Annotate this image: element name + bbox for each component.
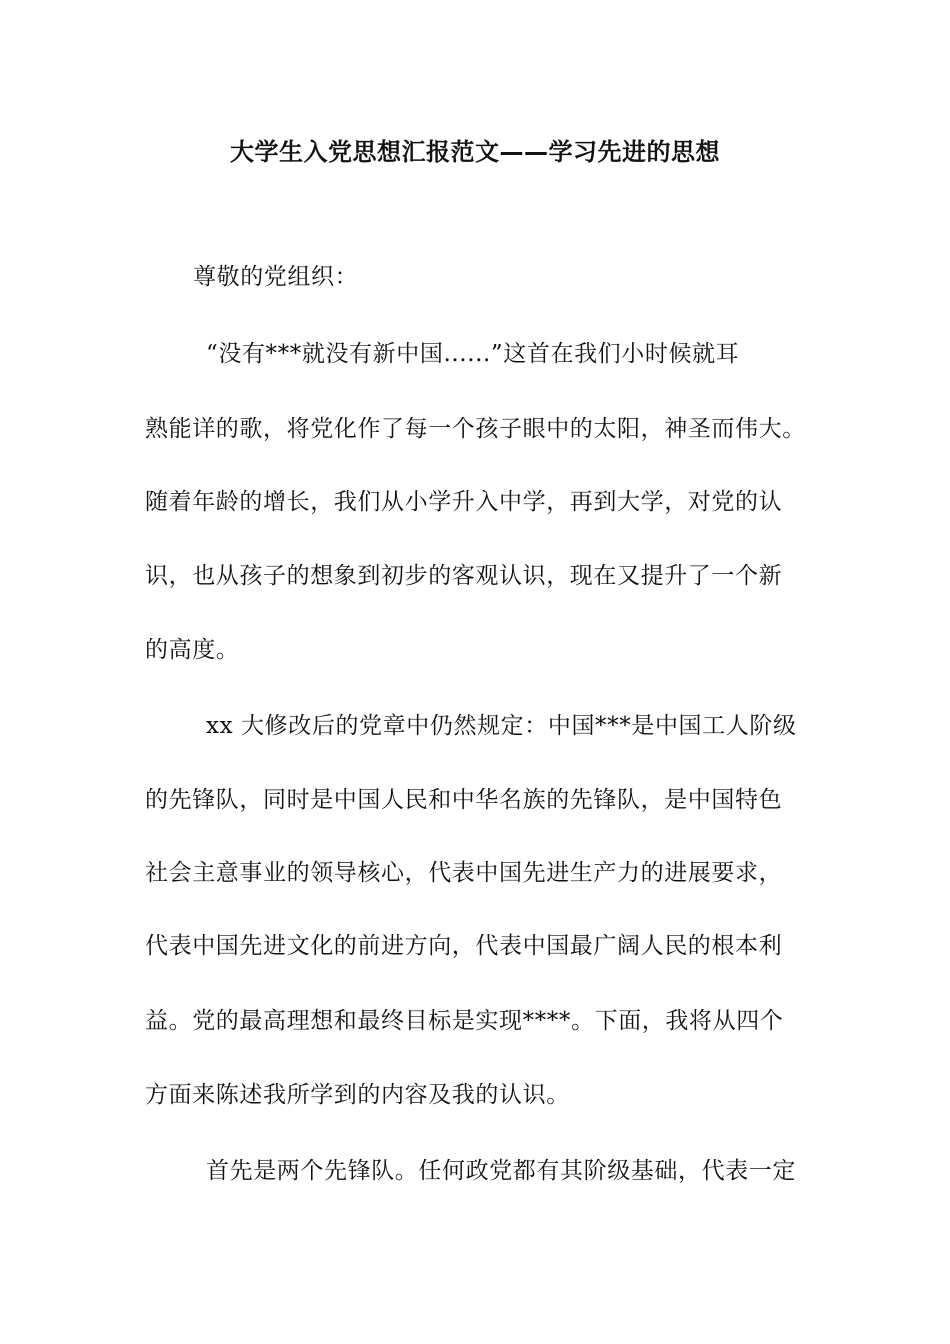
paragraph-line: 熟能详的歌，将党化作了每一个孩子眼中的太阳，神圣而伟大。 bbox=[145, 416, 806, 442]
paragraph-line: 的高度。 bbox=[145, 637, 240, 663]
paragraph-line: 随着年龄的增长，我们从小学升入中学，再到大学，对党的认 bbox=[145, 489, 783, 515]
paragraph-line: 益。党的最高理想和最终目标是实现****。下面，我将从四个 bbox=[145, 1008, 784, 1034]
paragraph-line: 首先是两个先锋队。任何政党都有其阶级基础，代表一定 bbox=[206, 1158, 796, 1184]
paragraph-line: “没有***就没有新中国......”这首在我们小时候就耳 bbox=[206, 341, 740, 367]
paragraph-line: 的先锋队，同时是中国人民和中华名族的先锋队，是中国特色 bbox=[145, 787, 783, 813]
paragraph-line: 社会主意事业的领导核心，代表中国先进生产力的进展要求， bbox=[145, 860, 783, 886]
paragraph-line: 代表中国先进文化的前进方向，代表中国最广阔人民的根本利 bbox=[145, 933, 783, 959]
salutation: 尊敬的党组织： bbox=[193, 264, 359, 290]
paragraph-line: 方面来陈述我所学到的内容及我的认识。 bbox=[145, 1082, 570, 1108]
document-title: 大学生入党思想汇报范文——学习先进的思想 bbox=[230, 138, 720, 166]
paragraph-line: 识，也从孩子的想象到初步的客观认识，现在又提升了一个新 bbox=[145, 563, 783, 589]
paragraph-line: xx 大修改后的党章中仍然规定：中国***是中国工人阶级 bbox=[206, 713, 797, 739]
